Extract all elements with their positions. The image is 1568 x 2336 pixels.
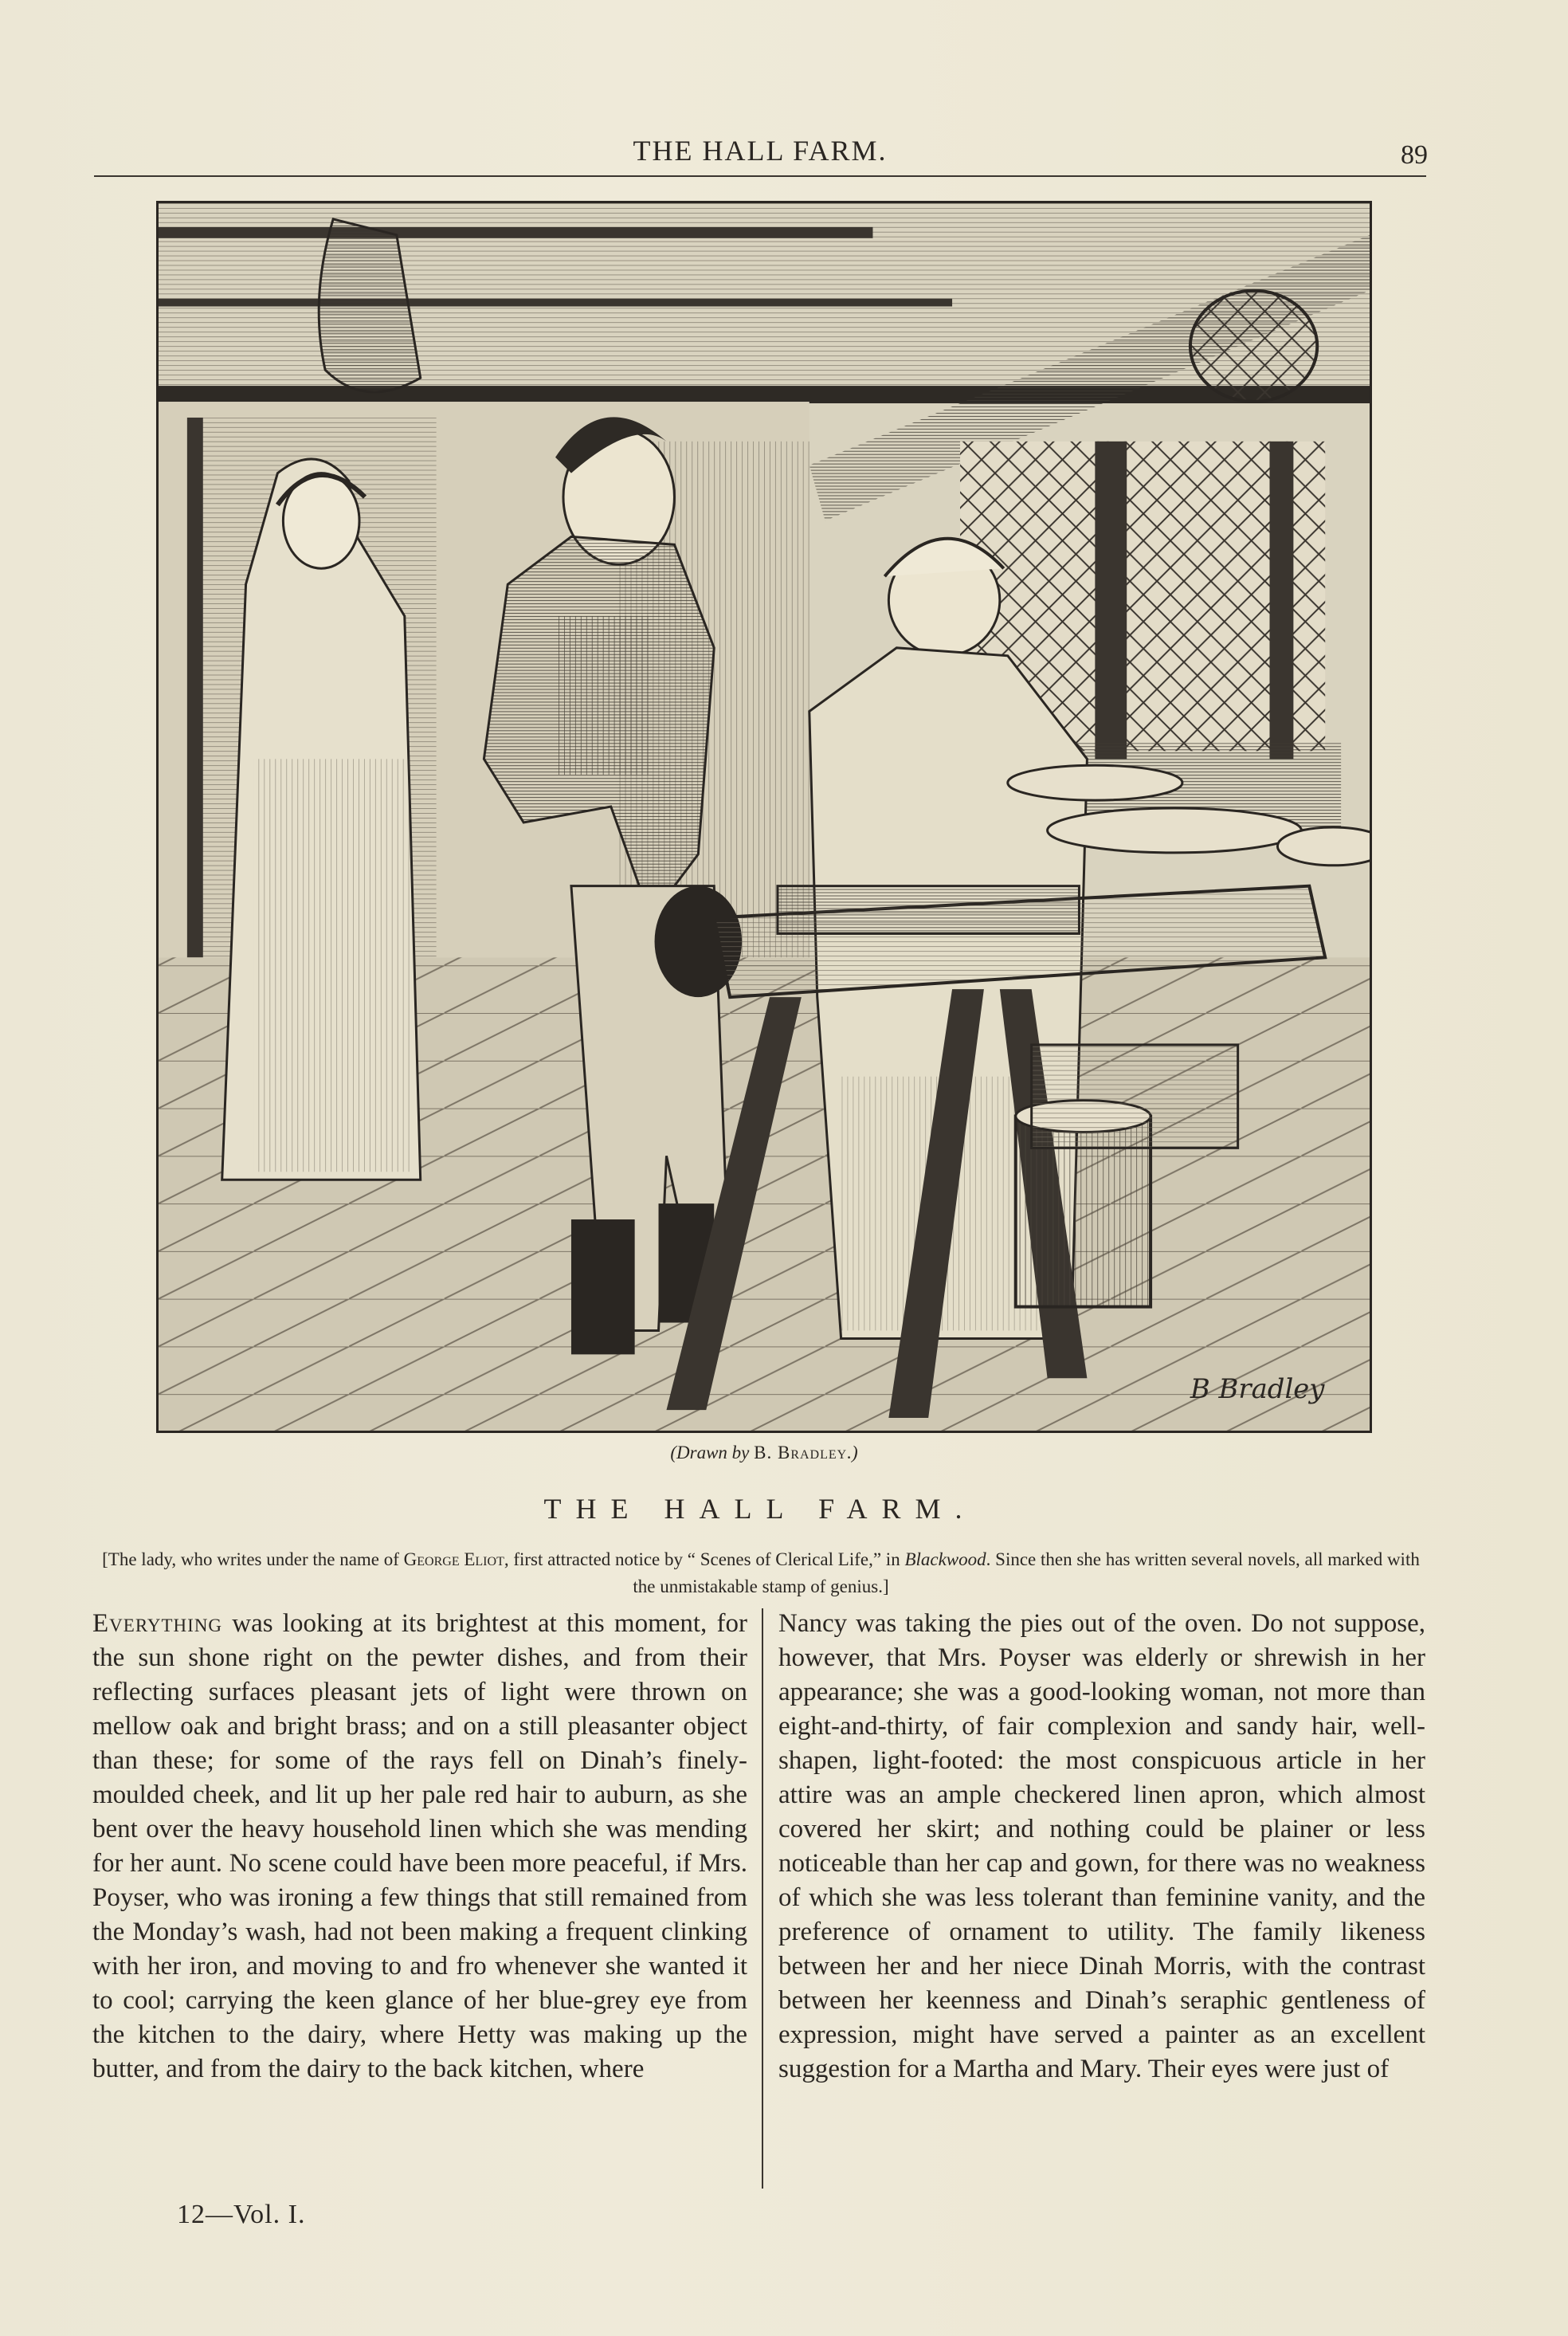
opening-word: Everything [92,1609,223,1638]
engraving-illustration-icon [159,203,1370,1431]
left-column-text: was looking at its brightest at this moment, for the sun shone right on the pewter dishes, and from their reflecting surfaces pleasant jets of light were thrown on mellow oak and bright brass; and on a still pleasanter object than these; for some of the rays fell on Dinah’s finely-moulded cheek, and lit up her pale red hair to auburn, as she bent over the heavy household linen which she was mending for her aunt. No scene could have been more peaceful, if Mrs. Poyser, who was ironing a few things that still remained from the Monday’s wash, had not been making a frequent clinking with her iron, and moving to and fro whenever she wanted it to cool; carrying the keen glance of her blue-grey eye from the kitchen to the dairy, where Hetty was making up the butter, and from the dairy to the back kitchen, where [92,1609,747,2083]
illustration-signature: B Bradley [1190,1373,1325,1405]
running-head [94,134,1426,182]
signature-mark: 12—Vol. I. [177,2200,306,2229]
text-column-right [778,1607,1425,2189]
note-part-1: [The lady, who writes under the name of [102,1549,404,1569]
editorial-note [92,1546,1430,1600]
page-number: 89 [1401,140,1428,170]
illustration-credit [156,1443,1372,1463]
right-column-text: Nancy was taking the pies out of the oven. Do not suppose, however, that Mrs. Poyser was elderly or shrewish in her appearance; she was a good-looking woman, not more than eight-and-thirty, of fair complexion and sandy hair, well-shapen, light-footed: the most conspicuous article in her attire was an ample checkered linen apron, which almost covered her skirt; and nothing could be plainer or less noticeable than her cap and gown, for there was no weakness of which she was less tolerant than feminine vanity, and the preference of ornament to utility. The family likeness between her and her niece Dinah Morris, with the contrast between her keenness and Dinah’s seraphic gentleness of expression, might have served a painter as an excellent suggestion for a Martha and Mary. Their eyes were just of [778,1609,1425,2083]
credit-prefix: (Drawn by [670,1443,755,1462]
engraving-illustration [156,201,1372,1433]
note-part-3: . Since then she has written several novels, all marked with the unmistakable stamp of genius.] [633,1549,1420,1596]
note-part-2: , first attracted notice by “ Scenes of Clerical Life,” in [504,1549,905,1569]
note-magazine: Blackwood [904,1549,986,1569]
running-title: THE HALL FARM. [633,135,888,167]
header-rule [94,175,1426,177]
text-column-left [92,1607,747,2189]
note-author: George Eliot [403,1549,504,1569]
credit-suffix: .) [847,1443,858,1462]
credit-artist-name: B. Bradley [754,1443,848,1462]
left-column-paragraph [92,1607,747,2087]
column-divider [762,1608,763,2189]
article-title: THE HALL FARM. [543,1493,977,1525]
